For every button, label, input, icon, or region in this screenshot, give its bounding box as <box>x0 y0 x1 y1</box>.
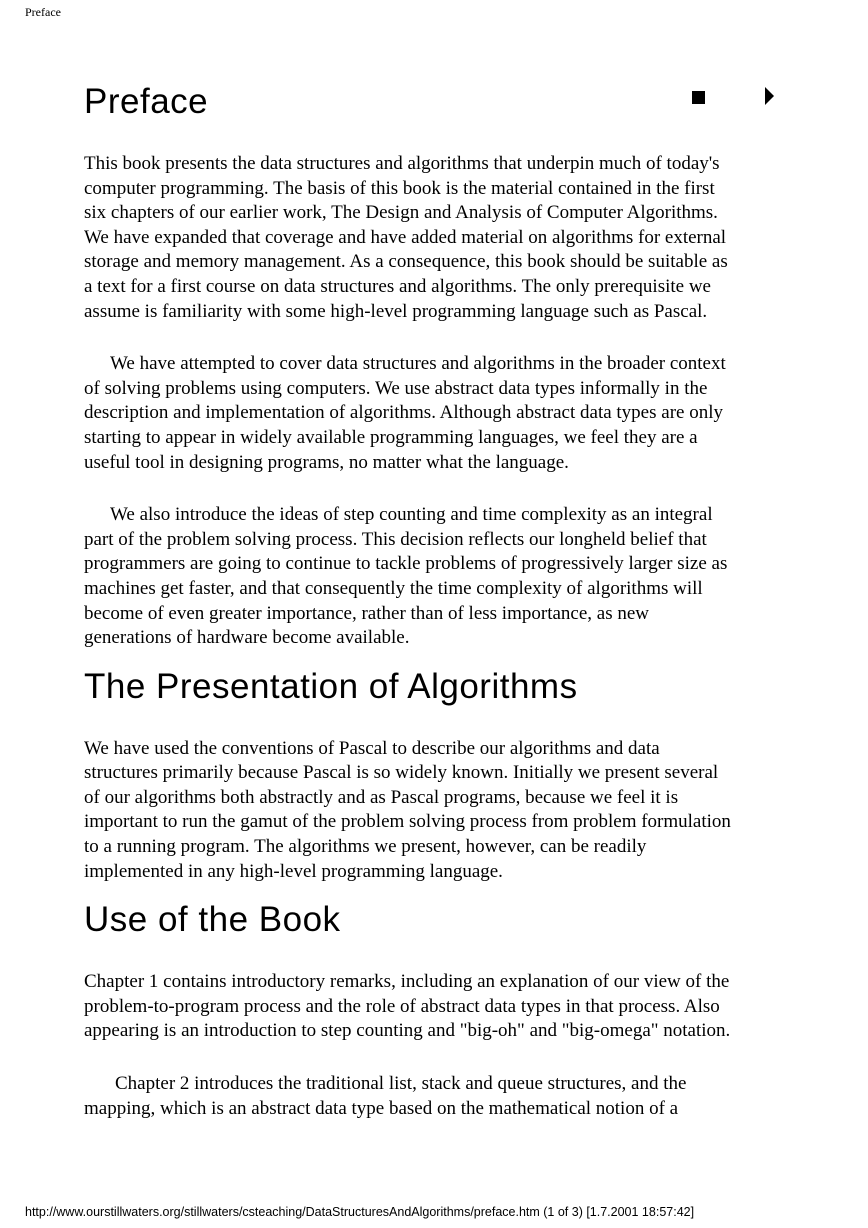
paragraph <box>84 503 784 651</box>
text-line: implemented in any high-level programming language. <box>84 860 503 882</box>
text-line: We have used the conventions of Pascal to describe our algorithms and data <box>84 737 660 759</box>
text-line: generations of hardware become available. <box>84 627 410 649</box>
paragraph <box>84 352 784 475</box>
text-line: storage and memory management. As a consequence, this book should be suitable as <box>84 251 728 273</box>
paragraph <box>84 970 784 1044</box>
text-line: to a running program. The algorithms we present, however, can be readily <box>84 836 647 858</box>
text-line: a text for a first course on data structures and algorithms. The only prerequisite we <box>84 275 711 297</box>
text-line: become of even greater importance, rather than of less importance, as new <box>84 602 649 624</box>
text-line: six chapters of our earlier work, The Design and Analysis of Computer Algorithms. <box>84 202 718 224</box>
text-line: This book presents the data structures and algorithms that underpin much of today's <box>84 153 720 174</box>
text-line: of our algorithms both abstractly and as Pascal programs, because we feel it is <box>84 786 679 808</box>
text-line: We have expanded that coverage and have added material on algorithms for external <box>84 226 727 248</box>
text-line: starting to appear in widely available programming languages, we feel they are a <box>84 426 698 448</box>
paragraph <box>84 737 784 885</box>
text-line: structures primarily because Pascal is so widely known. Initially we present several <box>84 762 719 784</box>
text-line: mapping, which is an abstract data type based on the mathematical notion of a <box>84 1097 679 1119</box>
text-line: We have attempted to cover data structures and algorithms in the broader context <box>110 353 726 375</box>
text-line: part of the problem solving process. This decision reflects our longheld belief that <box>84 528 707 550</box>
text-line: of solving problems using computers. We use abstract data types informally in the <box>84 377 708 399</box>
text-line: appearing is an introduction to step counting and "big-oh" and "big-omega" notation. <box>84 1020 731 1042</box>
paragraph <box>84 152 784 324</box>
section-title-preface: Preface <box>84 82 209 121</box>
text-line: problem-to-program process and the role of abstract data types in that process. Also <box>84 995 720 1017</box>
text-line: Chapter 1 contains introductory remarks, including an explanation of our view of the <box>84 971 730 993</box>
page-footer-url: http://www.ourstillwaters.org/stillwaters/csteaching/DataStructuresAndAlgorithms/preface.htm (1 of 3) [1.7.2001 18:57:42] <box>25 1205 695 1219</box>
text-line: important to run the gamut of the problem solving process from problem formulation <box>84 811 731 833</box>
running-header: Preface <box>25 5 61 19</box>
text-line: We also introduce the ideas of step counting and time complexity as an integral <box>110 504 713 526</box>
text-line: Chapter 2 introduces the traditional list, stack and queue structures, and the <box>115 1073 687 1095</box>
text-line: computer programming. The basis of this book is the material contained in the first <box>84 177 715 199</box>
text-line: description and implementation of algorithms. Although abstract data types are only <box>84 402 723 424</box>
text-line: useful tool in designing programs, no matter what the language. <box>84 451 569 473</box>
document-body <box>84 78 784 1121</box>
paragraph <box>84 1072 784 1121</box>
text-line: assume is familiarity with some high-level programming language such as Pascal. <box>84 300 708 322</box>
section-title-presentation-of-algorithms: The Presentation of Algorithms <box>84 666 578 706</box>
section-title-use-of-the-book: Use of the Book <box>84 900 341 940</box>
text-line: programmers are going to continue to tackle problems of progressively larger size as <box>84 553 728 575</box>
text-line: machines get faster, and that consequently the time complexity of algorithms will <box>84 577 703 599</box>
